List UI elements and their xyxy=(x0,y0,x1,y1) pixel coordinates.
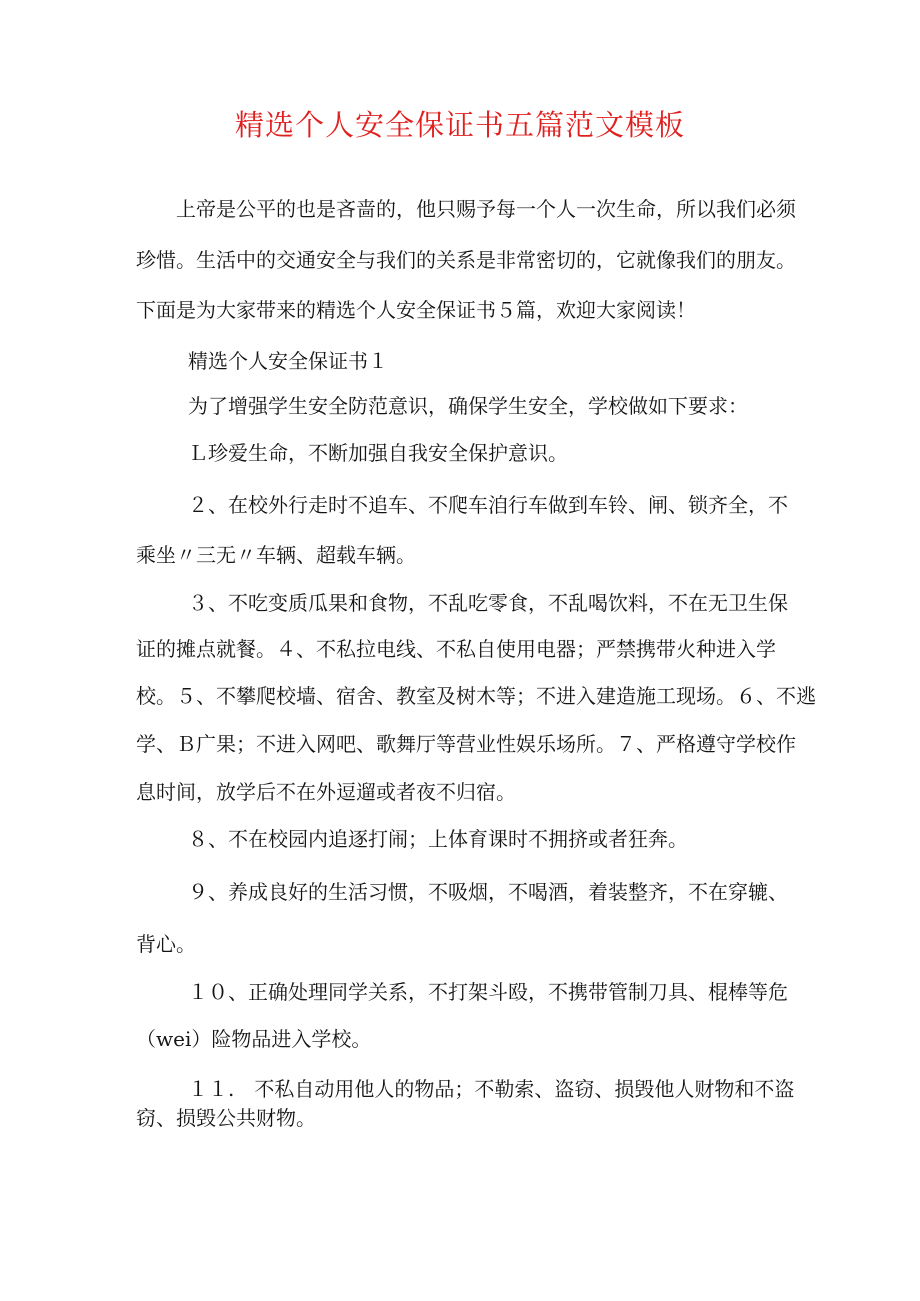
item-3-line-2: 证的摊点就餐。４、不私拉电线、不私自使用电器；严禁携带火种进入学 xyxy=(136,637,776,661)
item-3-line-3: 校。５、不攀爬校墙、宿舍、教室及树木等；不进入建造施工现场。６、不逃 xyxy=(136,684,816,708)
item-2-line-1: ２、在校外行走时不追车、不爬车洎行车做到车铃、闸、锁齐全，不 xyxy=(188,493,788,517)
item-1: Ｌ珍爱生命，不断加强自我安全保护意识。 xyxy=(188,441,568,465)
item-8: ８、不在校园内追逐打闹；上体育课时不拥挤或者狂奔。 xyxy=(188,827,688,851)
item-10-line-1: １０、正确处理同学关系，不打架斗殴，不携带管制刀具、棍棒等危 xyxy=(188,980,788,1004)
item-3-line-4: 学、Ｂ广果；不进入网吧、歌舞厅等营业性娱乐场所。７、严格遵守学校作 xyxy=(136,732,796,756)
section-heading: 精选个人安全保证书１ xyxy=(188,349,388,373)
item-9-line-2: 背心。 xyxy=(136,932,196,956)
document-title: 精选个人安全保证书五篇范文模板 xyxy=(234,108,685,142)
item-2-line-2: 乘坐〃三无〃车辆、超载车辆。 xyxy=(136,543,416,567)
item-10-line-2: （wei）险物品进入学校。 xyxy=(136,1027,372,1051)
item-11-line-1: １１. 不私自动用他人的物品；不勒索、盗窃、损毁他人财物和不盗 xyxy=(188,1077,795,1101)
item-3-line-5: 息时间，放学后不在外逗遛或者夜不归宿。 xyxy=(136,780,516,804)
item-11-line-2: 窃、损毁公共财物。 xyxy=(136,1106,316,1130)
intro-line-3: 下面是为大家带来的精选个人安全保证书５篇，欢迎大家阅读！ xyxy=(136,298,696,322)
item-9-line-1: ９、养成良好的生活习惯，不吸烟，不喝酒，着装整齐，不在穿辘、 xyxy=(188,880,788,904)
requirement-intro: 为了增强学生安全防范意识，确保学生安全，学校做如下要求： xyxy=(188,394,748,418)
item-3-line-1: ３、不吃变质瓜果和食物，不乱吃零食，不乱喝饮料，不在无卫生保 xyxy=(188,591,788,615)
intro-line-1: 上帝是公平的也是吝啬的，他只赐予每一个人一次生命，所以我们必须 xyxy=(176,197,796,221)
intro-line-2: 珍惜。生活中的交通安全与我们的关系是非常密切的，它就像我们的朋友。 xyxy=(136,248,796,272)
